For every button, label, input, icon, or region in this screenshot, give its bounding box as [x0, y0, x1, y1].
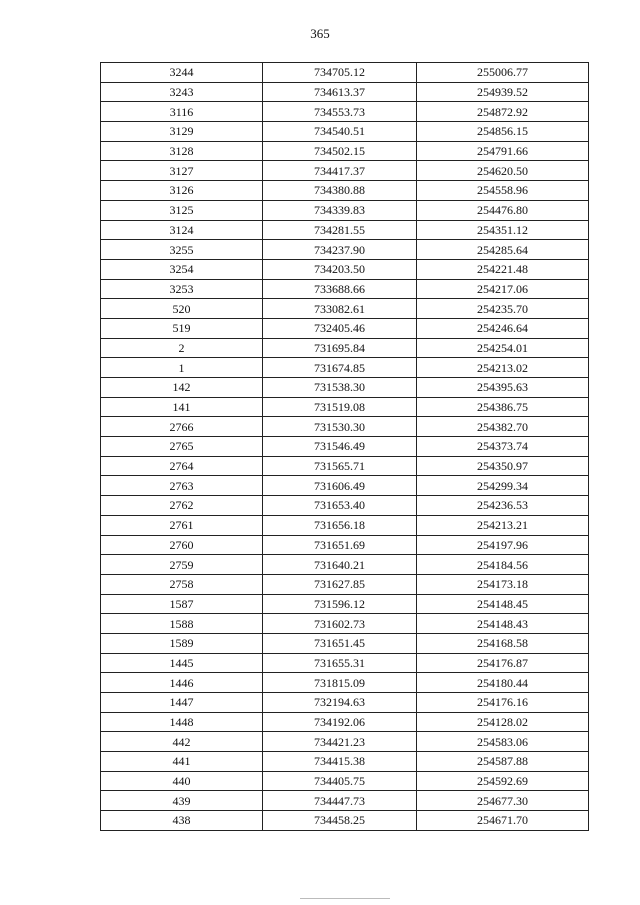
- table-row: [101, 200, 589, 220]
- y-coordinate-cell: 254184.56: [417, 555, 589, 575]
- x-coordinate-cell: 731651.45: [263, 633, 417, 653]
- table-row: [101, 594, 589, 614]
- table-row: [101, 811, 589, 831]
- point-id-cell: 1446: [101, 673, 263, 693]
- table-row: [101, 63, 589, 83]
- y-coordinate-cell: 254558.96: [417, 181, 589, 201]
- y-coordinate-cell: 254382.70: [417, 417, 589, 437]
- table-row: [101, 82, 589, 102]
- table-row: [101, 515, 589, 535]
- point-id-cell: 3116: [101, 102, 263, 122]
- x-coordinate-cell: 734705.12: [263, 63, 417, 83]
- point-id-cell: 519: [101, 318, 263, 338]
- table-row: [101, 535, 589, 555]
- x-coordinate-cell: 734502.15: [263, 141, 417, 161]
- coordinates-table: [100, 62, 589, 831]
- table-row: [101, 161, 589, 181]
- point-id-cell: 141: [101, 397, 263, 417]
- y-coordinate-cell: 254299.34: [417, 476, 589, 496]
- y-coordinate-cell: 254213.02: [417, 358, 589, 378]
- coordinates-table-body: [101, 63, 589, 831]
- table-row: [101, 122, 589, 142]
- table-row: [101, 771, 589, 791]
- point-id-cell: 1448: [101, 712, 263, 732]
- footer-rule: [300, 898, 390, 899]
- x-coordinate-cell: 734415.38: [263, 752, 417, 772]
- x-coordinate-cell: 734339.83: [263, 200, 417, 220]
- point-id-cell: 2759: [101, 555, 263, 575]
- x-coordinate-cell: 734458.25: [263, 811, 417, 831]
- x-coordinate-cell: 731519.08: [263, 397, 417, 417]
- x-coordinate-cell: 731656.18: [263, 515, 417, 535]
- y-coordinate-cell: 254148.43: [417, 614, 589, 634]
- table-row: [101, 279, 589, 299]
- point-id-cell: 3127: [101, 161, 263, 181]
- table-row: [101, 338, 589, 358]
- table-row: [101, 456, 589, 476]
- point-id-cell: 3126: [101, 181, 263, 201]
- y-coordinate-cell: 254173.18: [417, 574, 589, 594]
- x-coordinate-cell: 734553.73: [263, 102, 417, 122]
- y-coordinate-cell: 254180.44: [417, 673, 589, 693]
- table-row: [101, 259, 589, 279]
- point-id-cell: 3124: [101, 220, 263, 240]
- y-coordinate-cell: 254176.87: [417, 653, 589, 673]
- y-coordinate-cell: 254587.88: [417, 752, 589, 772]
- point-id-cell: 3243: [101, 82, 263, 102]
- point-id-cell: 442: [101, 732, 263, 752]
- y-coordinate-cell: 254213.21: [417, 515, 589, 535]
- x-coordinate-cell: 734203.50: [263, 259, 417, 279]
- x-coordinate-cell: 731606.49: [263, 476, 417, 496]
- x-coordinate-cell: 731596.12: [263, 594, 417, 614]
- table-row: [101, 299, 589, 319]
- point-id-cell: 2763: [101, 476, 263, 496]
- table-row: [101, 633, 589, 653]
- x-coordinate-cell: 733688.66: [263, 279, 417, 299]
- table-row: [101, 614, 589, 634]
- point-id-cell: 2766: [101, 417, 263, 437]
- y-coordinate-cell: 254285.64: [417, 240, 589, 260]
- x-coordinate-cell: 734421.23: [263, 732, 417, 752]
- y-coordinate-cell: 254148.45: [417, 594, 589, 614]
- point-id-cell: 438: [101, 811, 263, 831]
- y-coordinate-cell: 254176.16: [417, 693, 589, 713]
- point-id-cell: 142: [101, 378, 263, 398]
- x-coordinate-cell: 734447.73: [263, 791, 417, 811]
- y-coordinate-cell: 254246.64: [417, 318, 589, 338]
- table-row: [101, 693, 589, 713]
- table-row: [101, 673, 589, 693]
- x-coordinate-cell: 731815.09: [263, 673, 417, 693]
- y-coordinate-cell: 254476.80: [417, 200, 589, 220]
- table-row: [101, 102, 589, 122]
- x-coordinate-cell: 734380.88: [263, 181, 417, 201]
- point-id-cell: 3253: [101, 279, 263, 299]
- table-row: [101, 437, 589, 457]
- y-coordinate-cell: 254677.30: [417, 791, 589, 811]
- y-coordinate-cell: 254168.58: [417, 633, 589, 653]
- point-id-cell: 3128: [101, 141, 263, 161]
- table-row: [101, 378, 589, 398]
- point-id-cell: 1445: [101, 653, 263, 673]
- table-row: [101, 141, 589, 161]
- x-coordinate-cell: 731530.30: [263, 417, 417, 437]
- x-coordinate-cell: 731651.69: [263, 535, 417, 555]
- point-id-cell: 1447: [101, 693, 263, 713]
- x-coordinate-cell: 732194.63: [263, 693, 417, 713]
- point-id-cell: 2761: [101, 515, 263, 535]
- y-coordinate-cell: 254350.97: [417, 456, 589, 476]
- x-coordinate-cell: 734613.37: [263, 82, 417, 102]
- x-coordinate-cell: 734417.37: [263, 161, 417, 181]
- point-id-cell: 441: [101, 752, 263, 772]
- y-coordinate-cell: 254592.69: [417, 771, 589, 791]
- y-coordinate-cell: 254583.06: [417, 732, 589, 752]
- y-coordinate-cell: 254872.92: [417, 102, 589, 122]
- x-coordinate-cell: 731565.71: [263, 456, 417, 476]
- x-coordinate-cell: 731653.40: [263, 496, 417, 516]
- y-coordinate-cell: 254386.75: [417, 397, 589, 417]
- y-coordinate-cell: 254217.06: [417, 279, 589, 299]
- point-id-cell: 2764: [101, 456, 263, 476]
- x-coordinate-cell: 732405.46: [263, 318, 417, 338]
- table-row: [101, 732, 589, 752]
- y-coordinate-cell: 254671.70: [417, 811, 589, 831]
- table-row: [101, 358, 589, 378]
- y-coordinate-cell: 254791.66: [417, 141, 589, 161]
- table-row: [101, 240, 589, 260]
- point-id-cell: 3244: [101, 63, 263, 83]
- point-id-cell: 2762: [101, 496, 263, 516]
- x-coordinate-cell: 731640.21: [263, 555, 417, 575]
- y-coordinate-cell: 254197.96: [417, 535, 589, 555]
- x-coordinate-cell: 731655.31: [263, 653, 417, 673]
- table-row: [101, 476, 589, 496]
- y-coordinate-cell: 254236.53: [417, 496, 589, 516]
- point-id-cell: 439: [101, 791, 263, 811]
- table-row: [101, 574, 589, 594]
- x-coordinate-cell: 731546.49: [263, 437, 417, 457]
- point-id-cell: 520: [101, 299, 263, 319]
- table-row: [101, 712, 589, 732]
- point-id-cell: 3125: [101, 200, 263, 220]
- point-id-cell: 2: [101, 338, 263, 358]
- x-coordinate-cell: 734405.75: [263, 771, 417, 791]
- table-row: [101, 417, 589, 437]
- y-coordinate-cell: 254128.02: [417, 712, 589, 732]
- table-row: [101, 791, 589, 811]
- table-row: [101, 653, 589, 673]
- x-coordinate-cell: 734281.55: [263, 220, 417, 240]
- point-id-cell: 2760: [101, 535, 263, 555]
- table-row: [101, 220, 589, 240]
- y-coordinate-cell: 254235.70: [417, 299, 589, 319]
- x-coordinate-cell: 733082.61: [263, 299, 417, 319]
- point-id-cell: 1587: [101, 594, 263, 614]
- point-id-cell: 1: [101, 358, 263, 378]
- y-coordinate-cell: 254395.63: [417, 378, 589, 398]
- table-row: [101, 752, 589, 772]
- table-row: [101, 397, 589, 417]
- point-id-cell: 3254: [101, 259, 263, 279]
- point-id-cell: 440: [101, 771, 263, 791]
- point-id-cell: 2758: [101, 574, 263, 594]
- x-coordinate-cell: 731674.85: [263, 358, 417, 378]
- y-coordinate-cell: 254856.15: [417, 122, 589, 142]
- point-id-cell: 3255: [101, 240, 263, 260]
- point-id-cell: 1589: [101, 633, 263, 653]
- y-coordinate-cell: 254620.50: [417, 161, 589, 181]
- x-coordinate-cell: 731695.84: [263, 338, 417, 358]
- table-row: [101, 318, 589, 338]
- table-row: [101, 181, 589, 201]
- y-coordinate-cell: 254254.01: [417, 338, 589, 358]
- y-coordinate-cell: 254351.12: [417, 220, 589, 240]
- x-coordinate-cell: 734237.90: [263, 240, 417, 260]
- x-coordinate-cell: 731602.73: [263, 614, 417, 634]
- x-coordinate-cell: 731538.30: [263, 378, 417, 398]
- point-id-cell: 2765: [101, 437, 263, 457]
- y-coordinate-cell: 254373.74: [417, 437, 589, 457]
- x-coordinate-cell: 734540.51: [263, 122, 417, 142]
- y-coordinate-cell: 254221.48: [417, 259, 589, 279]
- x-coordinate-cell: 734192.06: [263, 712, 417, 732]
- page-number: 365: [310, 26, 330, 41]
- x-coordinate-cell: 731627.85: [263, 574, 417, 594]
- y-coordinate-cell: 254939.52: [417, 82, 589, 102]
- point-id-cell: 1588: [101, 614, 263, 634]
- y-coordinate-cell: 255006.77: [417, 63, 589, 83]
- table-row: [101, 555, 589, 575]
- point-id-cell: 3129: [101, 122, 263, 142]
- table-row: [101, 496, 589, 516]
